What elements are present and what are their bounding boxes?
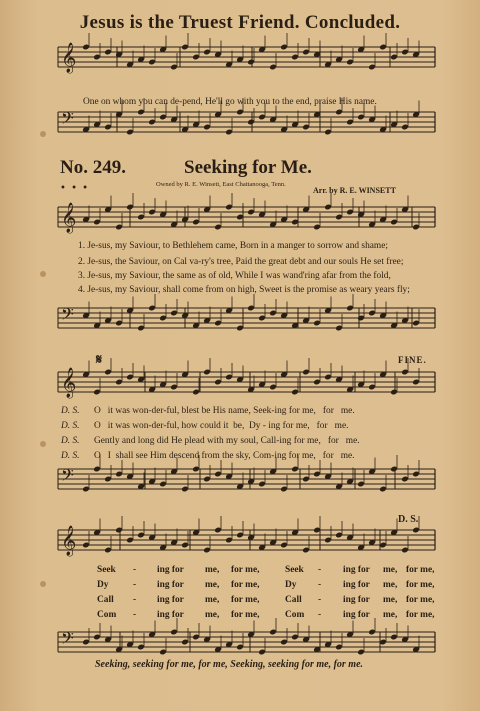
ds-verse-text: O I shall see Him descend from the sky, Com-ing for me, for me.	[94, 451, 355, 461]
verse-text: 2. Je-sus, the Saviour, on Cal va-ry's tree, Paid the great debt and our souls He set free;	[78, 257, 404, 267]
ds-mark: D. S.	[61, 451, 80, 461]
chorus-word: ing for	[343, 595, 370, 605]
chorus-word: me,	[205, 580, 220, 590]
ds-verse-text: O it was won-der-ful, how could it be, Dy - ing for me, for me.	[94, 421, 349, 431]
chorus-word: Dy	[285, 580, 297, 590]
chorus-word: for me,	[231, 580, 260, 590]
chorus-word: -	[318, 565, 322, 575]
chorus-word: for me,	[406, 565, 435, 575]
chorus-word: -	[318, 580, 322, 590]
hymn-number: No. 249.	[60, 157, 126, 178]
verse-text: 4. Je-sus, my Saviour, shall come from on high, Sweet is the promise as weary years fly;	[78, 285, 410, 295]
chorus-word: ing for	[157, 610, 184, 620]
page-title: Jesus is the Truest Friend. Concluded.	[79, 12, 401, 33]
chorus-word: ing for	[157, 595, 184, 605]
tempo-dots: • • •	[60, 183, 90, 194]
chorus-word: -	[318, 610, 322, 620]
chorus-word: Com	[285, 610, 305, 620]
chorus-word: Call	[285, 595, 302, 605]
lyric-text: One on whom you can de-pend, He'll go with you to the end, praise His name.	[83, 97, 377, 107]
chorus-word: me,	[383, 610, 398, 620]
treble-clef: 𝄞	[61, 526, 77, 556]
verse-text: 1. Je-sus, my Saviour, to Bethlehem came, Born in a manger to sorrow and shame;	[78, 241, 388, 251]
chorus-word: ing for	[343, 610, 370, 620]
chorus-word: -	[133, 595, 137, 605]
chorus-word: for me,	[406, 580, 435, 590]
chorus-word: me,	[205, 610, 220, 620]
top-lyric-line	[0, 87, 480, 117]
chorus-word: Com	[97, 610, 117, 620]
chorus-word: for me,	[406, 595, 435, 605]
ds-verse-text: O it was won-der-ful, blest be His name, Seek-ing for me, for me.	[94, 406, 355, 416]
verse-text: 3. Je-sus, my Saviour, the same as of old, While I was wand'ring afar from the fold,	[78, 271, 391, 281]
chorus-word: Seek	[285, 565, 304, 575]
chorus-word: Seek	[97, 565, 116, 575]
bass-echo-line: Seeking, seeking for me, for me, Seeking, seeking for me, for me.	[95, 659, 364, 670]
chorus-word: for me,	[231, 565, 260, 575]
bass-clef: 𝄢	[61, 628, 74, 652]
chorus-word: me,	[205, 565, 220, 575]
bass-clef: 𝄢	[61, 304, 74, 328]
hymn-title: Seeking for Me.	[184, 157, 312, 178]
chorus-word: -	[133, 580, 137, 590]
ds-label: D. S.	[398, 514, 419, 525]
chorus-word: ing for	[343, 580, 370, 590]
treble-clef: 𝄞	[61, 368, 77, 398]
ds-mark: D. S.	[61, 436, 80, 446]
copyright-owner: Owned by R. E. Winsett, East Chattanooga, Tenn.	[156, 181, 286, 188]
chorus-word: -	[133, 610, 137, 620]
chorus-word: for me,	[231, 610, 260, 620]
bass-clef: 𝄢	[61, 465, 74, 489]
chorus-word: Dy	[97, 580, 109, 590]
chorus-word: me,	[205, 595, 220, 605]
fine-label: FINE.	[398, 355, 427, 365]
arranger-credit: Arr. by R. E. WINSETT	[313, 186, 396, 195]
chorus-word: ing for	[157, 580, 184, 590]
chorus-word: -	[133, 565, 137, 575]
ds-verse-text: Gently and long did He plead with my soul, Call-ing for me, for me.	[94, 436, 360, 446]
chorus-word: me,	[383, 565, 398, 575]
chorus-word: ing for	[157, 565, 184, 575]
ds-mark: D. S.	[61, 406, 80, 416]
chorus-word: -	[318, 595, 322, 605]
treble-clef: 𝄞	[61, 203, 77, 233]
treble-clef: 𝄞	[61, 43, 77, 73]
chorus-word: me,	[383, 595, 398, 605]
bass-clef: 𝄢	[61, 108, 74, 132]
chorus-word: for me,	[406, 610, 435, 620]
chorus-word: me,	[383, 580, 398, 590]
chorus-word: for me,	[231, 595, 260, 605]
ds-mark: D. S.	[61, 421, 80, 431]
chorus-word: ing for	[343, 565, 370, 575]
chorus-word: Call	[97, 595, 114, 605]
segno-sign: 𝄋	[96, 352, 103, 368]
